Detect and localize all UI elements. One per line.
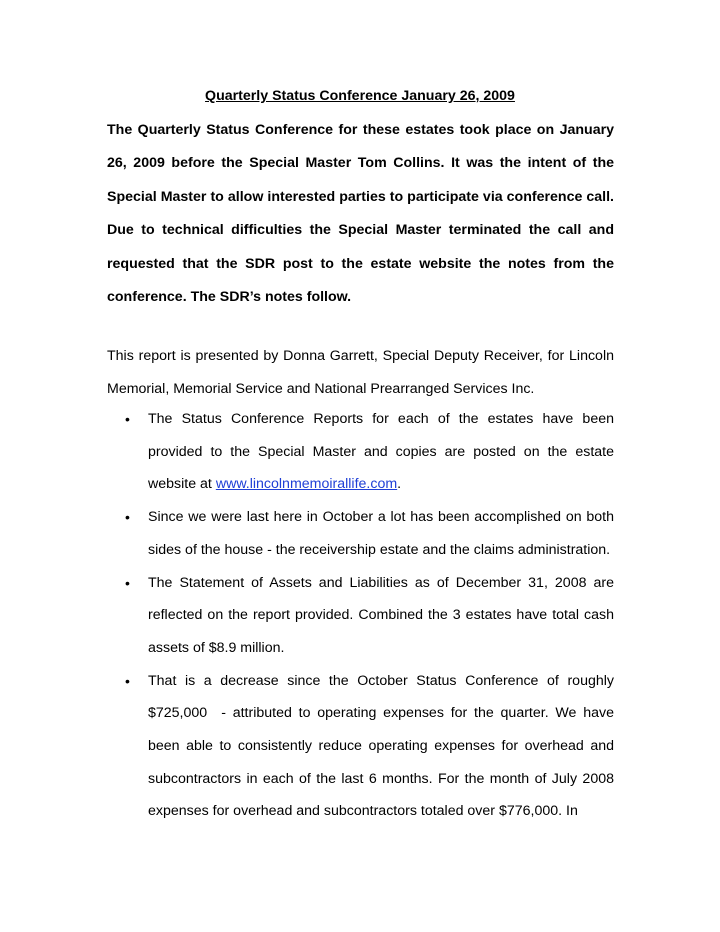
bullet-icon: • [125, 672, 130, 689]
bullet-icon: • [125, 411, 130, 427]
report-paragraph: This report is presented by Donna Garrett, Special Deputy Receiver, for Lincoln Memorial, Memorial Service and National Prearranged Services Inc. [107, 348, 614, 397]
bullet-text: The Status Conference Reports for each of the estates have been provided to the Special Master and copies are posted on the estate website at [148, 411, 614, 493]
bullet-item-decrease [107, 665, 614, 829]
bullet-text-continued: - attributed to operating expenses for the quarter. We have been able to consistently reduce operating expenses for overhead and subcontractors in each of the last 6 months. For the month of July 2008 expenses for overhead and subcontractors totaled over $776,000. In [148, 705, 614, 820]
intro-paragraph: The Quarterly Status Conference for these estates took place on January 26, 2009 before the Special Master Tom Collins. It was the intent of the Special Master to allow interested parties to participate via conference call. Due to technical difficulties the Special Master terminated the call and requested that the SDR post to the estate website the notes from the conference. The SDR’s notes follow. [107, 122, 614, 306]
bullet-item-status-reports [107, 403, 614, 501]
bullet-text: The Statement of Assets and Liabilities as of December 31, 2008 are reflected on the report provided. Combined the 3 estates have total cash assets of $8.9 million. [148, 574, 614, 656]
bullet-icon: • [125, 574, 130, 591]
bullet-text: Since we were last here in October a lot has been accomplished on both sides of the house - the receivership estate and the claims administration. [148, 509, 614, 558]
bullet-item-accomplishments [107, 501, 614, 566]
estate-website-link[interactable]: www.lincolnmemoirallife.com [215, 476, 398, 493]
document-title: Quarterly Status Conference January 26, 2009 [205, 88, 515, 104]
bullet-item-assets [107, 567, 614, 665]
bullet-list [107, 403, 614, 828]
bullet-icon: • [125, 509, 130, 526]
bullet-text: That is a decrease since the October Status Conference of roughly $725,000 [148, 672, 614, 722]
bullet-text-end: . [397, 476, 402, 493]
